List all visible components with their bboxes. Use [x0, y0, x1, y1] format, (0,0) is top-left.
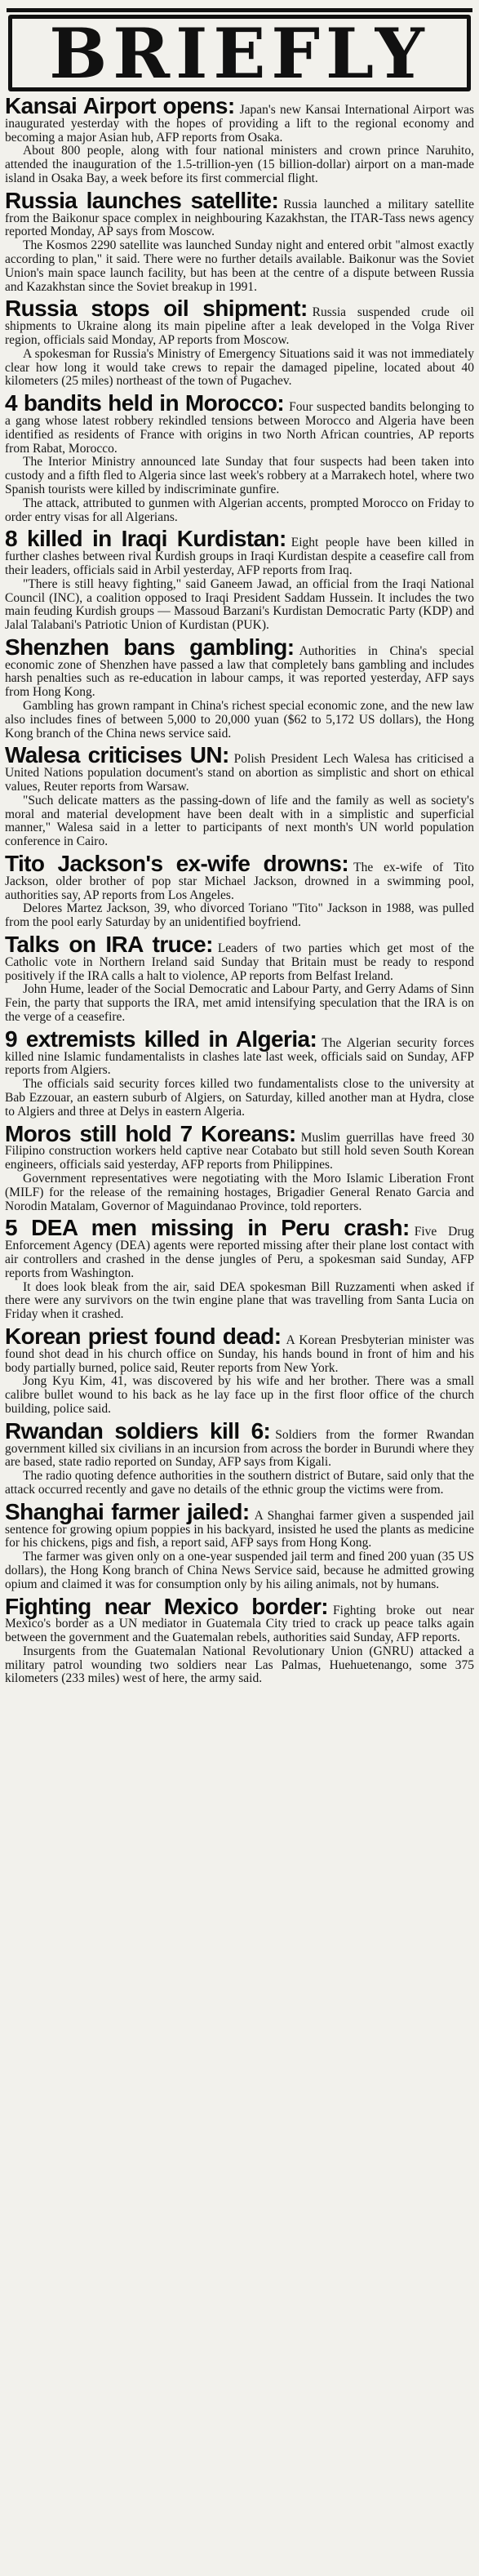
news-item-text: Jong Kyu Kim, 41, was discovered by his wife and her brother. There was a small calibre bullet wound to his back as he lay face up in the first floor office of the church building, police said. — [5, 1374, 474, 1416]
news-item — [5, 390, 474, 524]
news-item-headline: Tito Jackson's ex-wife drowns: — [5, 851, 349, 877]
masthead-top-rule — [7, 8, 472, 12]
news-item-paragraph — [5, 1645, 474, 1686]
news-item-text: Four suspected bandits belonging to a gang whose latest robbery rekindled tensions between Morocco and Algeria have been identified as residents of France with origins in two North African countries, AP reports from Rabat, Morocco. — [5, 400, 474, 456]
news-item-headline: Russia launches satellite: — [5, 187, 279, 213]
news-item-lead — [5, 742, 474, 794]
news-item — [5, 851, 474, 930]
masthead — [7, 8, 472, 93]
news-item-lead — [5, 932, 474, 983]
news-item-lead — [5, 1417, 474, 1470]
news-item-text: Muslim guerrillas have freed 30 Filipino construction workers held captive near Cotabato but still hold seven South Korean engineers, officials said yesterday, AFP reports from Philippines. — [5, 1130, 474, 1172]
news-item-paragraph — [5, 700, 474, 741]
news-item-lead — [5, 296, 474, 347]
news-item-text: Japan's new Kansai International Airport was inaugurated yesterday with the hopes of providing a lift to the regional economy and becoming a major Asian hub, AFP reports from Osaka. — [5, 103, 474, 145]
news-item — [5, 1026, 474, 1119]
masthead-title: BRIEFLY — [49, 13, 430, 94]
news-item-paragraph — [5, 1281, 474, 1322]
news-item-text: A Korean Presbyterian minister was found shot dead in his church office on Sunday, his hands bound in front of him and his body partially burned, police said, Reuter reports from New York. — [5, 1332, 474, 1375]
news-item-lead — [5, 1498, 475, 1550]
news-item-lead — [5, 1323, 474, 1375]
news-item-headline: Rwandan soldiers kill 6: — [5, 1417, 271, 1444]
news-item-text: The officials said security forces killed two fundamentalists close to the university at Bab Ezzouar, an eastern suburb of Algiers, on Saturday, killed another man at Hydra, close to Algiers and three at Delys in eastern Algeria. — [5, 1077, 474, 1119]
news-item-lead — [5, 1593, 474, 1645]
news-item-headline: Shanghai farmer jailed: — [5, 1498, 250, 1524]
news-item-text: The Algerian security forces killed nine Islamic fundamentalists in clashes late last week, officials said on Sunday, AFP reports from Algiers. — [5, 1035, 474, 1078]
news-item-paragraph — [5, 239, 474, 294]
news-item-headline: 4 bandits held in Morocco: — [5, 390, 285, 416]
news-item-headline: Russia stops oil shipment: — [5, 296, 308, 322]
news-item-headline: Kansai Airport opens: — [5, 93, 235, 118]
news-item-text: The farmer was given only on a one-year suspended jail term and fined 200 yuan (35 US dollars), the Hong Kong branch of China News Service said, because he admitted growing opium and claimed it was for consumption only by his ailing animals, not by humans. — [5, 1550, 474, 1591]
news-item-text: The Interior Ministry announced late Sunday that four suspects had been taken into custody and a fifth fled to Algeria since last week's robbery at a Marrakech hotel, where two Spanish tourists were killed by indiscriminate gunfire. — [5, 455, 474, 496]
news-item — [5, 932, 474, 1025]
news-item — [5, 1215, 474, 1322]
news-item — [5, 1120, 474, 1214]
news-item-text: Gambling has grown rampant in China's richest special economic zone, and the new law also includes fines of between 5,000 to 20,000 yuan ($62 to 5,172 US dollars), the Hong Kong branch of the China news service said. — [5, 699, 474, 741]
news-item-text: "There is still heavy fighting," said Ganeem Jawad, an official from the Iraqi National Council (INC), a coalition opposed to Iraqi President Saddam Hussein. It includes the two main feuding Kurdish groups — Massoud Barzani's Kurdistan Democratic Party (KDP) and Jalal Talabani's Patriotic Union of Kurdistan (PUK). — [5, 576, 474, 633]
news-item-lead — [5, 851, 474, 902]
news-item — [5, 1417, 474, 1497]
news-item-text: It does look bleak from the air, said DEA spokesman Bill Ruzzamenti when asked if there were any survivors on the twin engine plane that was travelling from Santa Lucia on Friday when it crashed. — [5, 1279, 474, 1322]
news-item-text: Insurgents from the Guatemalan National Revolutionary Union (GNRU) attacked a military patrol wounding two soldiers near Las Palmas, Huehuetenango, some 375 kilometers (233 miles) west of here, the army said. — [5, 1644, 474, 1686]
news-item-headline: 9 extremists killed in Algeria: — [5, 1026, 317, 1052]
news-item-headline: Shenzhen bans gambling: — [5, 634, 295, 660]
news-item-paragraph — [5, 1172, 474, 1213]
news-item-paragraph — [5, 1375, 474, 1416]
news-item-lead — [5, 634, 474, 700]
news-item-paragraph — [5, 497, 474, 525]
news-item-text: Russia suspended crude oil shipments to Ukraine along its main pipeline after a leak developed in the Volga River region, officials said Monday, AP reports from Moscow. — [5, 305, 474, 347]
news-item — [5, 187, 474, 295]
news-item-headline: Moros still hold 7 Koreans: — [5, 1120, 296, 1146]
news-item — [5, 1323, 474, 1417]
news-item — [5, 93, 474, 186]
news-item-text: Polish President Lech Walesa has criticised a United Nations population document's stand on abortion as simplistic and short on ethical values, Reuter reports from Warsaw. — [5, 752, 474, 794]
news-item-text: Government representatives were negotiating with the Moro Islamic Liberation Front (MILF) for the release of the remaining hostages, Brigadier General Renato Garcia and Norodin Matalam, Governor of Maguindanao Province, told reporters. — [5, 1171, 474, 1213]
news-item-text: John Hume, leader of the Social Democratic and Labour Party, and Gerry Adams of Sinn Fein, the party that supports the IRA, met amid intensifying speculation that the IRA is on the verge of a ceasefire. — [5, 982, 474, 1025]
news-item-paragraph — [5, 348, 474, 389]
news-item-lead — [5, 1215, 474, 1280]
news-item-lead — [5, 1120, 474, 1172]
news-item-text: Leaders of two parties which get most of the Catholic vote in Northern Ireland said Sunday that Britain must be ready to respond positively if the IRA calls a halt to violence, AP reports from Belfast Ireland. — [5, 941, 474, 983]
news-item-headline: Korean priest found dead: — [5, 1323, 282, 1349]
news-item-text: A spokesman for Russia's Ministry of Emergency Situations said it was not immediately clear how long it would take crews to repair the damaged pipeline, located about 40 kilometers (25 miles) northeast of the town of Pugachev. — [5, 346, 474, 389]
news-item-text: The Kosmos 2290 satellite was launched Sunday night and entered orbit "almost exactly according to plan," it said. There were no further details available. Baikonur was the Soviet Union's main space launch facility, but has been at the centre of a dispute between Russia and Kazakhstan since the Soviet breakup in 1991. — [5, 238, 474, 294]
news-item — [5, 296, 474, 389]
news-item — [5, 1593, 474, 1687]
stories-column — [5, 93, 475, 1686]
news-item-lead — [5, 1026, 474, 1078]
news-item-headline: 5 DEA men missing in Peru crash: — [5, 1215, 410, 1241]
news-item-paragraph — [5, 983, 474, 1024]
news-item-text: "Such delicate matters as the passing-down of life and the family as well as society's moral and material development have been dealt with in a simplistic and superficial manner," Walesa said in a letter to participants of next month's UN world population conference in Cairo. — [5, 793, 474, 849]
news-item-headline: 8 killed in Iraqi Kurdistan: — [5, 526, 286, 552]
news-item-paragraph — [5, 1470, 474, 1497]
news-item-paragraph — [5, 1078, 474, 1119]
news-item-text: Fighting broke out near Mexico's border as a UN mediator in Guatemala City tried to crack up peace talks again between the government and the Guatemalan rebels, authorities said Sunday, AFP reports. — [5, 1603, 474, 1645]
news-item — [5, 742, 474, 849]
news-item-text: Soldiers from the former Rwandan government killed six civilians in an incursion from across the border in Burundi where they are based, state radio reported on Sunday, AFP says from Kigali. — [5, 1427, 474, 1470]
news-item-headline: Walesa criticises UN: — [5, 742, 229, 768]
news-item-paragraph — [5, 794, 474, 849]
news-item-text: Russia launched a military satellite from the Baikonur space complex in neighbouring Kazakhstan, the ITAR-Tass news agency reported Monday, AP says from Moscow. — [5, 197, 474, 239]
news-item-paragraph — [5, 902, 474, 930]
news-item — [5, 1498, 475, 1592]
news-item — [5, 634, 474, 741]
news-item-lead — [5, 390, 474, 456]
news-item-text: Eight people have been killed in further clashes between rival Kurdish groups in Iraqi Kurdistan despite a ceasefire call from their leaders, officials said in Arbil yesterday, AFP reports from Iraq. — [5, 536, 474, 577]
news-item-text: A Shanghai farmer given a suspended jail sentence for growing opium poppies in his backyard, insisted he used the plants as medicine for his chickens, pigs and fish, a report said, AFP says from Hong Kong. — [5, 1508, 475, 1550]
news-item-text: About 800 people, along with four national ministers and crown prince Naruhito, attended the inauguration of the 1.5-trillion-yen (15 billion-dollar) airport on a man-made island in Osaka Bay, a week before its first commercial flight. — [5, 144, 474, 185]
news-item-paragraph — [5, 145, 474, 185]
news-item-paragraph — [5, 578, 474, 633]
news-item-text: The radio quoting defence authorities in the southern district of Butare, said only that the attack occurred recently and gave no details of the ethnic group the victims were from. — [5, 1469, 474, 1497]
news-item-text: Delores Martez Jackson, 39, who divorced Toriano "Tito" Jackson in 1988, was pulled from the pool early Saturday by an unidentified boyfriend. — [5, 901, 474, 930]
news-item-lead — [5, 93, 474, 145]
news-item-lead — [5, 526, 474, 577]
news-item-headline: Talks on IRA truce: — [5, 932, 213, 958]
news-item-text: Authorities in China's special economic zone of Shenzhen have passed a law that completely bans gambling and includes harsh penalties such as re-education in labour camps, it was reported yesterday, AFP says from Hong Kong. — [5, 643, 474, 700]
news-item-lead — [5, 187, 474, 239]
news-item-paragraph — [5, 1550, 474, 1591]
news-item — [5, 526, 474, 633]
news-item-text: The attack, attributed to gunmen with Algerian accents, prompted Morocco on Friday to order entry visas for all Algerians. — [5, 496, 474, 524]
news-item-headline: Fighting near Mexico border: — [5, 1593, 329, 1619]
news-item-paragraph — [5, 456, 474, 496]
news-item-text: The ex-wife of Tito Jackson, older brother of pop star Michael Jackson, drowned in a swimming pool, authorities say, AP reports from Los Angeles. — [5, 861, 474, 902]
news-item-text: Five Drug Enforcement Agency (DEA) agents were reported missing after their plane lost contact with air controllers and crashed in the dense jungles of Peru, a spokesman said Sunday, AFP reports from Washington. — [5, 1225, 474, 1280]
